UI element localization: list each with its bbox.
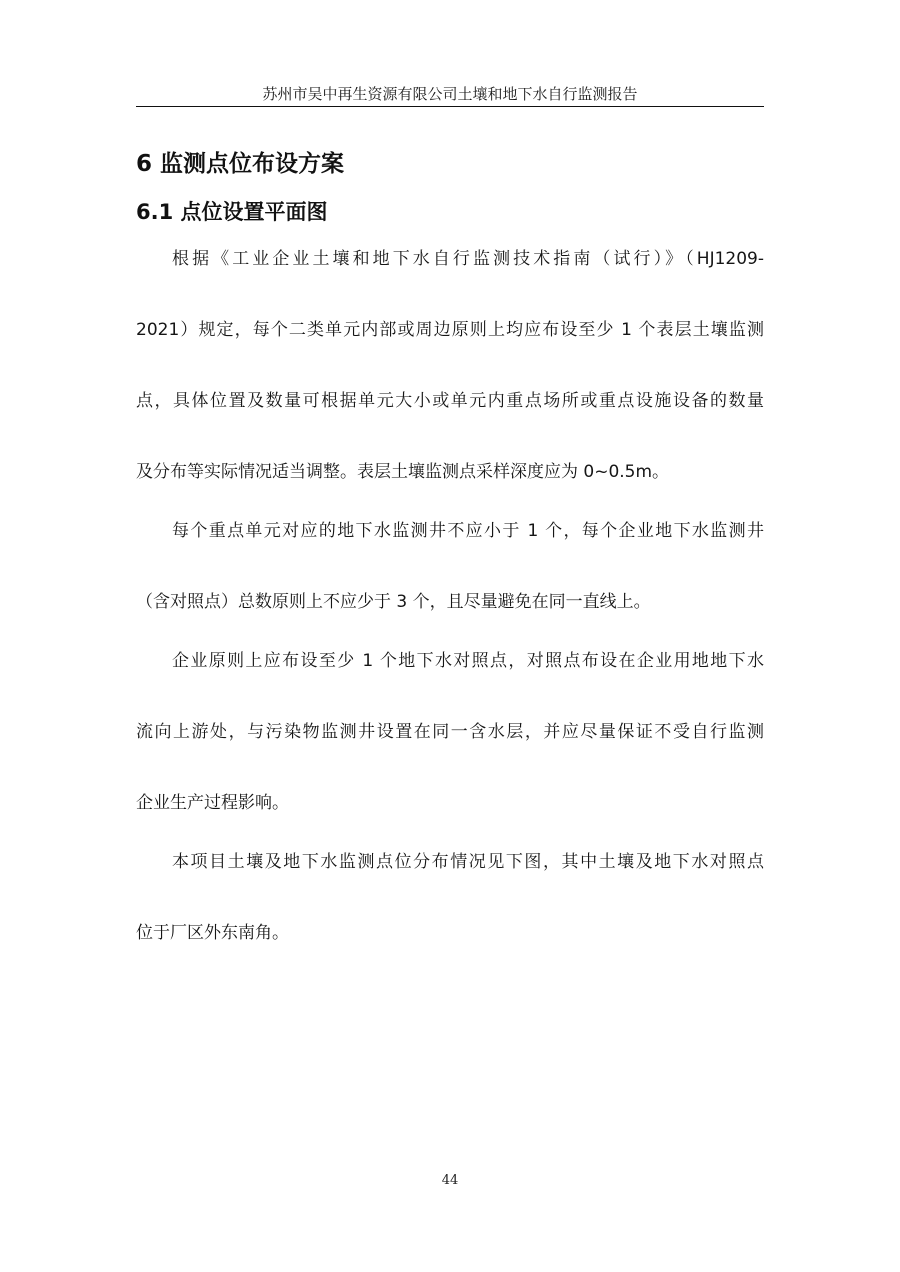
section-heading: 6 监测点位布设方案	[136, 151, 345, 177]
page-number: 44	[441, 1173, 459, 1188]
subsection-heading: 6.1 点位设置平面图	[136, 200, 328, 224]
paragraph-2-line-2: （含对照点）总数原则上不应少于 3 个，且尽量避免在同一直线上。	[136, 592, 651, 612]
paragraph-1-line-4: 及分布等实际情况适当调整。表层土壤监测点采样深度应为 0~0.5m。	[136, 462, 670, 482]
paragraph-2-line-1: 每个重点单元对应的地下水监测井不应小于 1 个，每个企业地下水监测井	[172, 521, 764, 541]
paragraph-1-line-3: 点，具体位置及数量可根据单元大小或单元内重点场所或重点设施设备的数量	[136, 391, 764, 411]
paragraph-3-line-1: 企业原则上应布设至少 1 个地下水对照点，对照点布设在企业用地地下水	[172, 651, 764, 671]
report-header-title: 苏州市吴中再生资源有限公司土壤和地下水自行监测报告	[262, 85, 638, 103]
paragraph-3-line-3: 企业生产过程影响。	[136, 793, 289, 813]
paragraph-1-line-2: 2021）规定，每个二类单元内部或周边原则上均应布设至少 1 个表层土壤监测	[136, 320, 764, 340]
paragraph-1-line-1: 根据《工业企业土壤和地下水自行监测技术指南（试行）》（HJ1209-	[172, 249, 764, 269]
header-divider	[136, 106, 764, 107]
paragraph-3-line-2: 流向上游处，与污染物监测井设置在同一含水层，并应尽量保证不受自行监测	[136, 722, 764, 742]
paragraph-4-line-1: 本项目土壤及地下水监测点位分布情况见下图，其中土壤及地下水对照点	[172, 852, 764, 872]
paragraph-4-line-2: 位于厂区外东南角。	[136, 923, 289, 943]
